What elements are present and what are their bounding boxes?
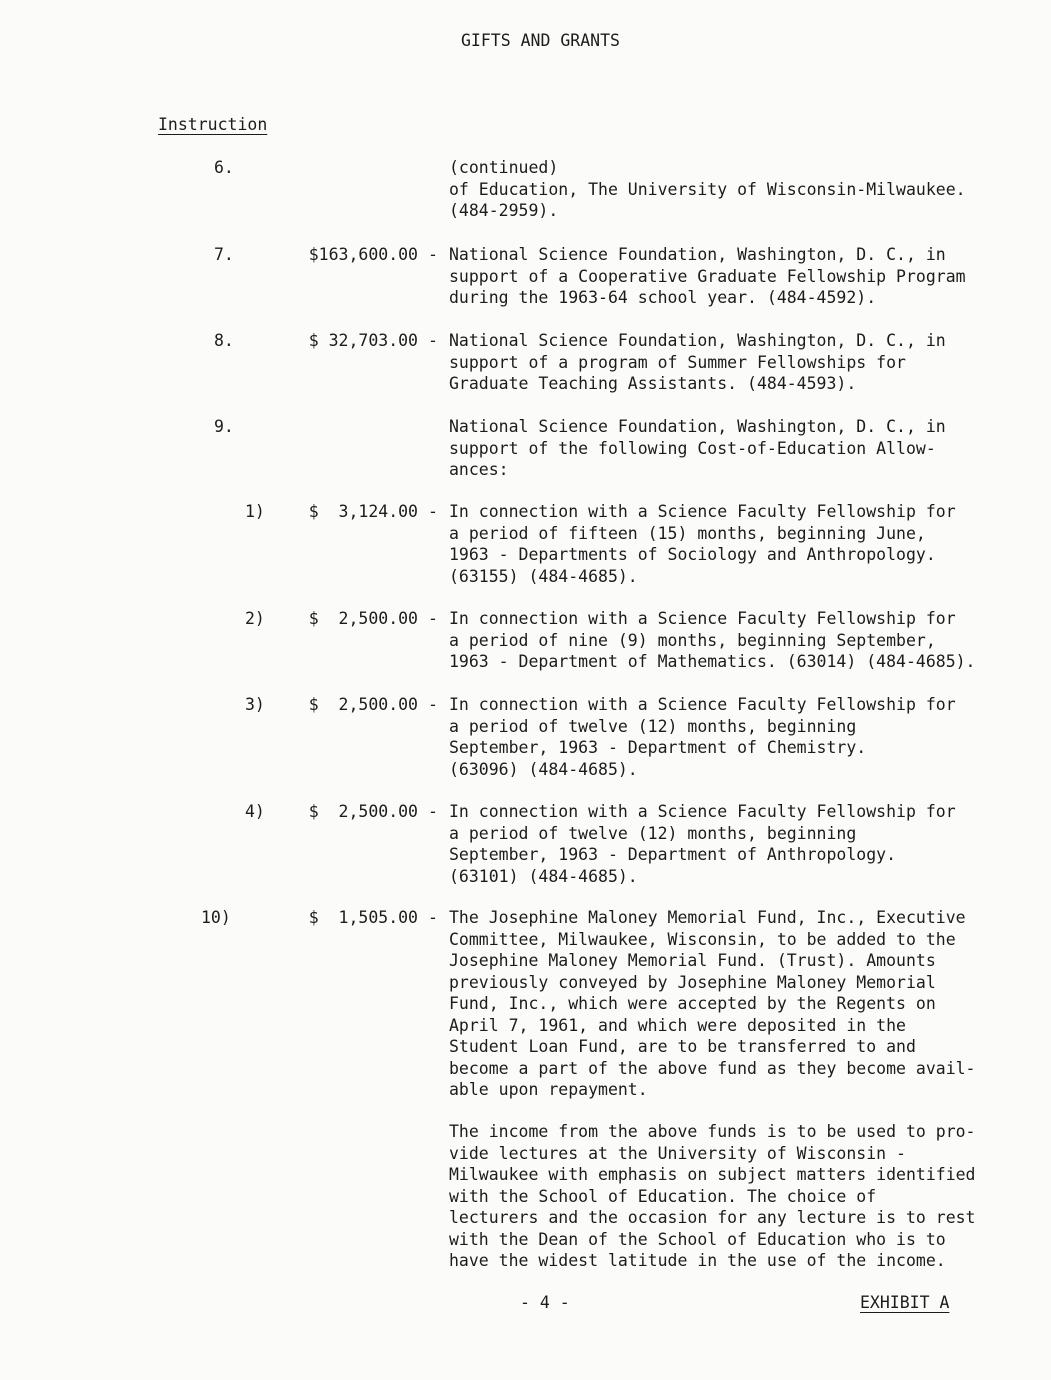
- exhibit-label: EXHIBIT A: [860, 1293, 950, 1312]
- entry-amount: $ 3,124.00: [308, 502, 418, 521]
- entry-number: 6.: [214, 158, 234, 177]
- entry-amount: $ 1,505.00: [308, 908, 418, 927]
- entry-amount: $ 32,703.00: [308, 331, 418, 350]
- entry-text: In connection with a Science Faculty Fellowship for a period of twelve (12) months, beginning September, 1963 - Department of Chemistry. (63096) (484-4685).: [449, 695, 956, 779]
- entry-number: 9.: [214, 417, 234, 436]
- entry-dash: -: [428, 908, 438, 927]
- entry-amount: $ 2,500.00: [308, 609, 418, 628]
- sub-entry-number: 2): [245, 609, 265, 628]
- entry-dash: -: [428, 609, 438, 628]
- entry-amount: $163,600.00: [308, 245, 418, 264]
- entry-amount: $ 2,500.00: [308, 695, 418, 714]
- closing-paragraph: The income from the above funds is to be used to pro- vide lectures at the University of Wisconsin - Milwaukee with emphasis on subject matters identified with the School of Education. The choice of lecturers and the occasion for any lecture is to rest with the Dean of the School of Education who is to have the widest latitude in the use of the income.: [449, 1122, 976, 1270]
- entry-text: The Josephine Maloney Memorial Fund, Inc., Executive Committee, Milwaukee, Wisconsin, to be added to the Josephine Maloney Memorial Fund. (Trust). Amounts previously conveyed by Josephine Maloney Memorial Fund, Inc., which were accepted by the Regents on April 7, 1961, and which were deposited in the Student Loan Fund, are to be transferred to and become a part of the above fund as they become avail- able upon repayment.: [449, 908, 976, 1099]
- entry-text: National Science Foundation, Washington, D. C., in support of a Cooperative Graduate Fellowship Program during the 1963-64 school year. (484-4592).: [449, 245, 966, 307]
- sub-entry-number: 4): [245, 802, 265, 821]
- page-title: GIFTS AND GRANTS: [461, 31, 620, 50]
- entry-dash: -: [428, 331, 438, 350]
- page-number: - 4 -: [520, 1293, 570, 1312]
- entry-text: In connection with a Science Faculty Fellowship for a period of nine (9) months, beginning September, 1963 - Department of Mathematics. (63014) (484-4685).: [449, 609, 976, 671]
- entry-dash: -: [428, 502, 438, 521]
- entry-text: In connection with a Science Faculty Fellowship for a period of fifteen (15) months, beginning June, 1963 - Departments of Sociology and Anthropology. (63155) (484-4685).: [449, 502, 956, 586]
- sub-entry-number: 1): [245, 502, 265, 521]
- entry-text: National Science Foundation, Washington, D. C., in support of a program of Summer Fellowships for Graduate Teaching Assistants. (484-4593).: [449, 331, 946, 393]
- entry-text: National Science Foundation, Washington, D. C., in support of the following Cost-of-Education Allow- ances:: [449, 417, 946, 479]
- entry-number: 10): [201, 908, 231, 927]
- entry-text: In connection with a Science Faculty Fellowship for a period of twelve (12) months, beginning September, 1963 - Department of Anthropology. (63101) (484-4685).: [449, 802, 956, 886]
- entry-dash: -: [428, 245, 438, 264]
- entry-number: 8.: [214, 331, 234, 350]
- sub-entry-number: 3): [245, 695, 265, 714]
- entry-number: 7.: [214, 245, 234, 264]
- section-heading: Instruction: [158, 115, 268, 134]
- entry-dash: -: [428, 695, 438, 714]
- entry-text: (continued) of Education, The University of Wisconsin-Milwaukee. (484-2959).: [449, 158, 966, 220]
- entry-dash: -: [428, 802, 438, 821]
- entry-amount: $ 2,500.00: [308, 802, 418, 821]
